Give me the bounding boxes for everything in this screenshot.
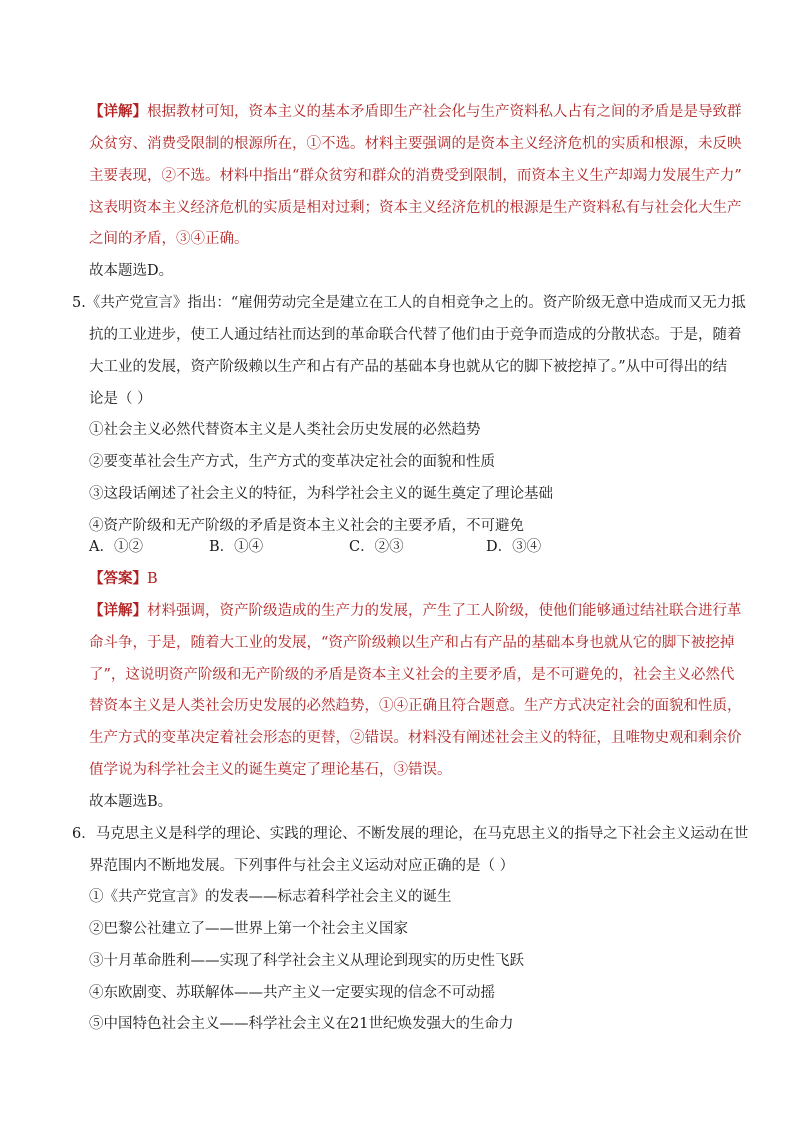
q5-stem-line-3: 大工业的发展，资产阶级赖以生产和占有产品的基础本身也就从它的脚下被挖掉了。”从中可得出的结 <box>89 359 728 375</box>
q6-stem-line-1: 6．马克思主义是科学的理论、实践的理论、不断发展的理论，在马克思主义的指导之下社会主义运动在世 <box>72 826 749 842</box>
q5-option-b: B．①④ <box>209 539 264 555</box>
q6-statement-3: ③十月革命胜利——实现了科学社会主义从理论到现实的历史性飞跃 <box>89 953 524 969</box>
q5-stem-line-4: 论是（ ） <box>89 391 152 407</box>
q5-option-a: A．①② <box>89 539 143 555</box>
q5-statement-2: ②要变革社会生产方式，生产方式的变革决定社会的面貌和性质 <box>89 454 495 470</box>
q5-conclusion: 故本题选B。 <box>89 794 173 810</box>
q6-statement-4: ④东欧剧变、苏联解体——共产主义一定要实现的信念不可动摇 <box>89 985 495 1001</box>
q4-detail-line-5: 之间的矛盾，③④正确。 <box>89 231 249 247</box>
answer-tag: 【答案】 <box>89 570 147 587</box>
q5-detail-line-6: 值学说为科学社会主义的诞生奠定了理论基石，③错误。 <box>89 762 452 778</box>
q5-option-d: D．③④ <box>486 539 542 555</box>
detail-tag: 【详解】 <box>89 103 147 120</box>
q5-detail-line-1: 【详解】材料强调，资产阶级造成的生产力的发展，产生了工人阶级，使他们能够通过结社联合进行革 <box>89 602 742 619</box>
q5-detail-line-4: 替资本主义是人类社会历史发展的必然趋势，①④正确且符合题意。生产方式决定社会的面貌和性质， <box>89 698 742 714</box>
q6-statement-1: ①《共产党宣言》的发表——标志着科学社会主义的诞生 <box>89 889 452 905</box>
q4-detail-line-3: 主要表现，②不选。材料中指出“群众贫穷和群众的消费受到限制，而资本主义生产却竭力发展生产力” <box>89 168 742 184</box>
q5-statement-4: ④资产阶级和无产阶级的矛盾是资本主义社会的主要矛盾，不可避免 <box>89 518 524 534</box>
q5-stem-line-2: 抗的工业进步，使工人通过结社而达到的革命联合代替了他们由于竞争而造成的分散状态。于是，随着 <box>89 327 742 343</box>
q4-detail-line-4: 这表明资本主义经济危机的实质是相对过剩；资本主义经济危机的根源是生产资料私有与社会化大生产 <box>89 200 742 216</box>
q5-statement-1: ①社会主义必然代替资本主义是人类社会历史发展的必然趋势 <box>89 422 481 438</box>
q4-detail-line-2: 众贫穷、消费受限制的根源所在，①不选。材料主要强调的是资本主义经济危机的实质和根源，未反映 <box>89 136 742 152</box>
answer-value: B <box>147 571 158 587</box>
q5-answer <box>89 569 158 589</box>
q5-detail-line-5: 生产方式的变革决定着社会形态的更替，②错误。材料没有阐述社会主义的特征，且唯物史观和剩余价 <box>89 730 742 746</box>
q5-stem-line-1: 5.《共产党宣言》指出：“雇佣劳动完全是建立在工人的自相竞争之上的。资产阶级无意中造成而又无力抵 <box>72 295 746 311</box>
q5-detail-line-2: 命斗争，于是，随着大工业的发展，“资产阶级赖以生产和占有产品的基础本身也就从它的脚下被挖掉 <box>89 635 735 651</box>
q5-statement-3: ③这段话阐述了社会主义的特征，为科学社会主义的诞生奠定了理论基础 <box>89 486 553 502</box>
q4-conclusion: 故本题选D。 <box>89 263 174 279</box>
q5-option-c: C．②③ <box>349 539 404 555</box>
q6-statement-2: ②巴黎公社建立了——世界上第一个社会主义国家 <box>89 921 408 937</box>
q5-detail-line-3: 了”，这说明资产阶级和无产阶级的矛盾是资本主义社会的主要矛盾，是不可避免的，社会主义必然代 <box>89 667 735 683</box>
q6-statement-5: ⑤中国特色社会主义——科学社会主义在21世纪焕发强大的生命力 <box>89 1016 514 1032</box>
detail-tag: 【详解】 <box>89 602 147 619</box>
q6-stem-line-2: 界范围内不断地发展。下列事件与社会主义运动对应正确的是（ ） <box>89 858 515 874</box>
q4-detail-line-1: 【详解】根据教材可知，资本主义的基本矛盾即生产社会化与生产资料私人占有之间的矛盾是是导致群 <box>89 103 742 120</box>
